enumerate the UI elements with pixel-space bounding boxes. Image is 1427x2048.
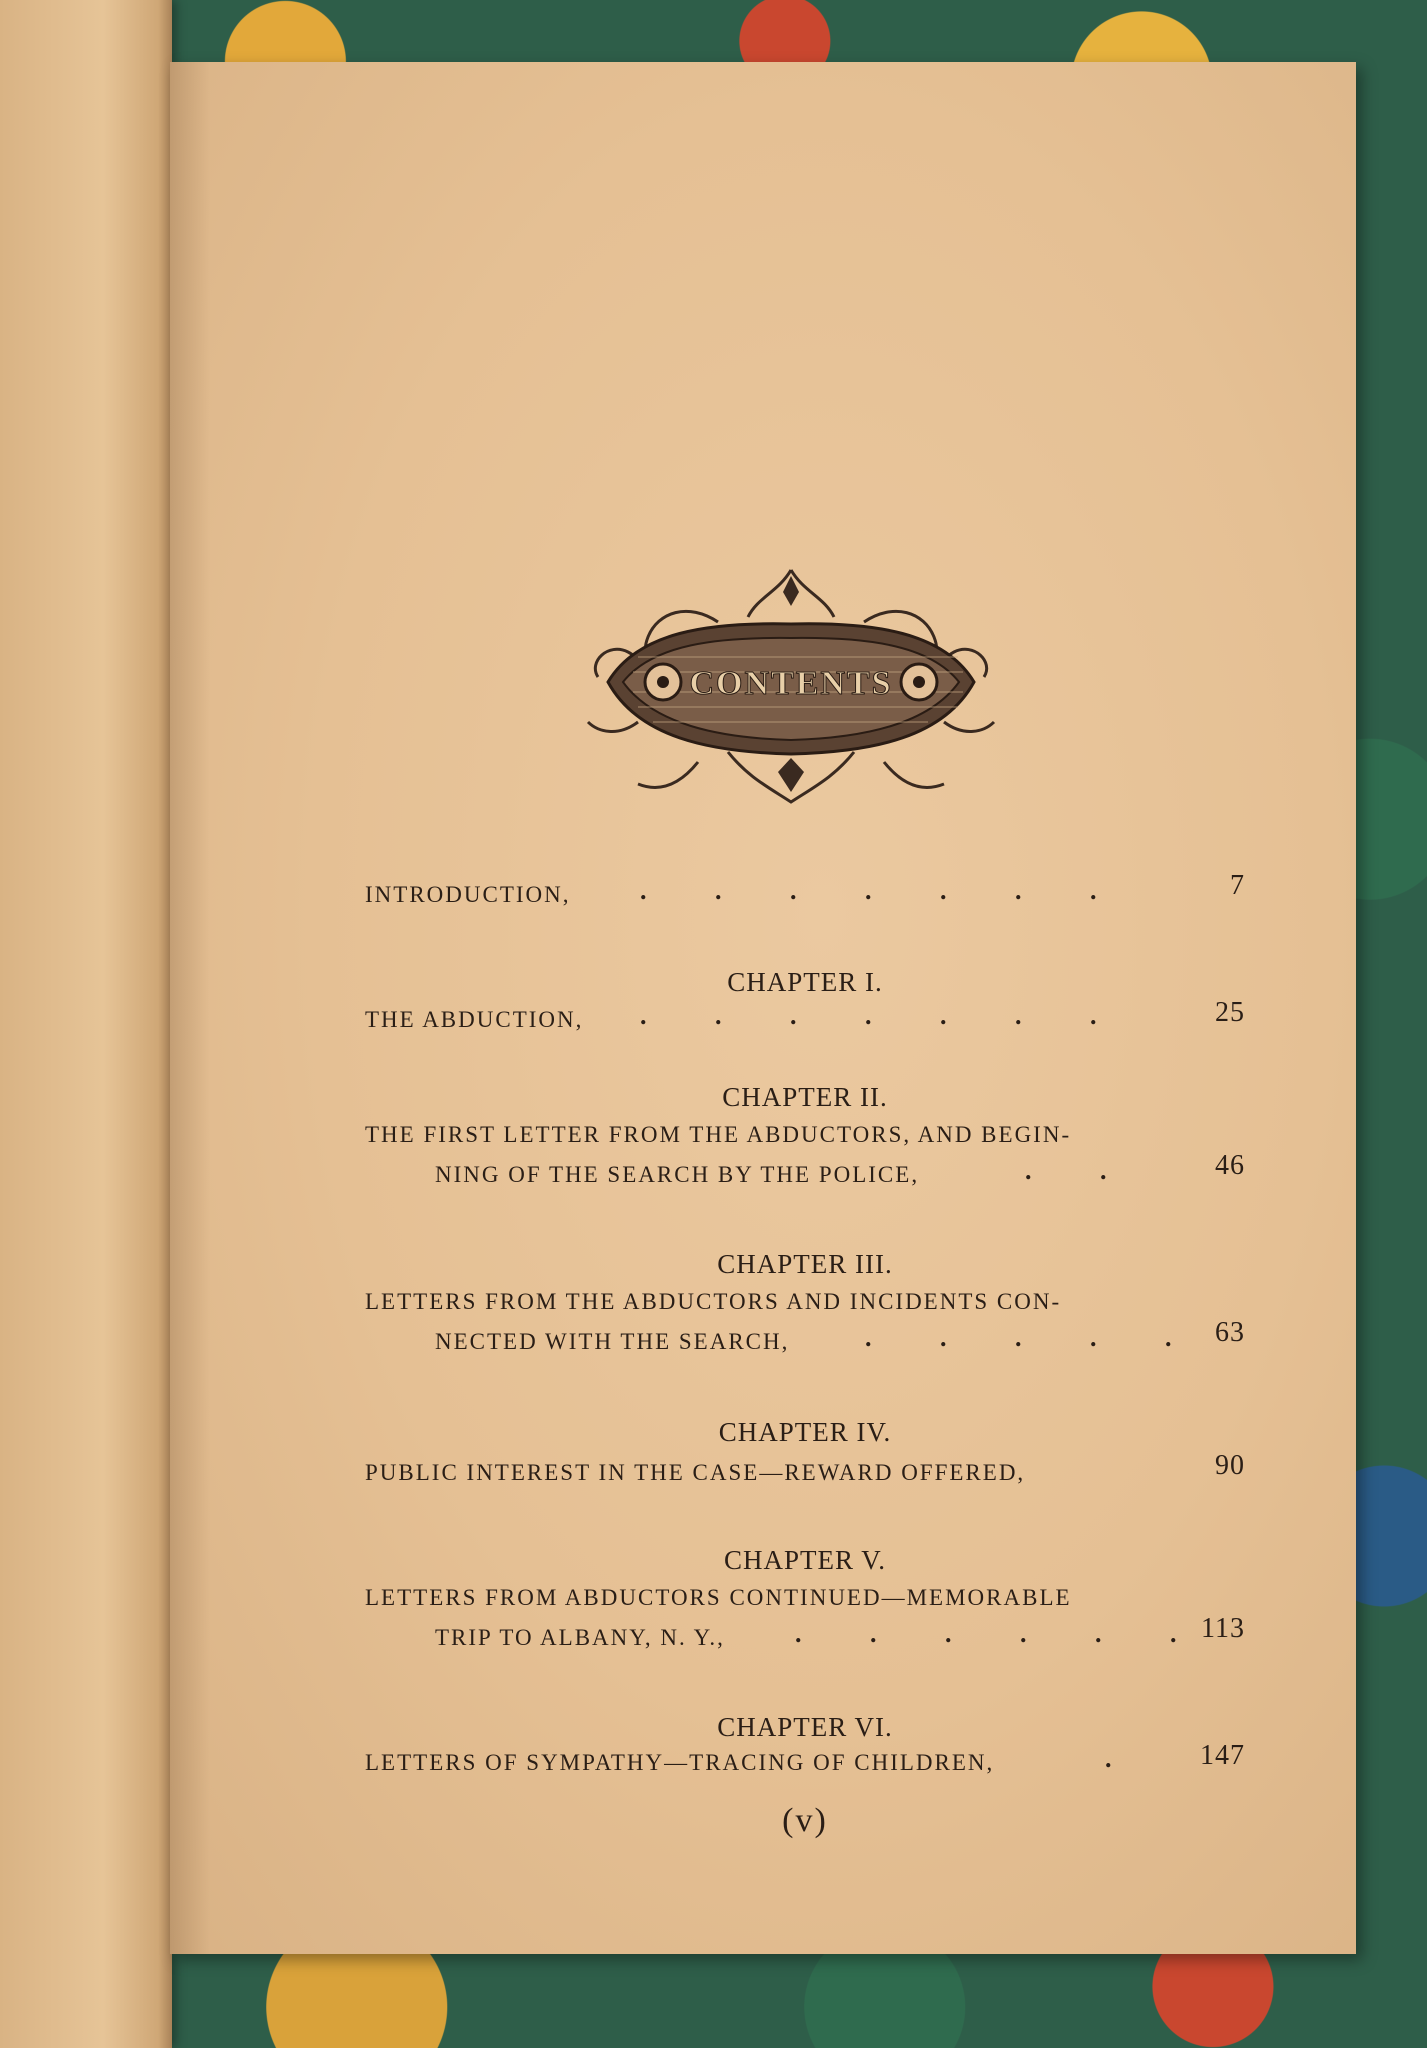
toc-page-number: 63 — [1215, 1317, 1245, 1348]
toc-entry-title-line: LETTERS FROM ABDUCTORS CONTINUED—MEMORABLE — [365, 1585, 1072, 1610]
dot-leader: . . . . . . . — [640, 1001, 1097, 1030]
toc-page-number: 113 — [1201, 1613, 1245, 1644]
contents-title: CONTENTS — [689, 665, 893, 702]
chapter-heading: CHAPTER V. — [723, 1545, 887, 1575]
dot-leader: . — [1105, 1744, 1112, 1773]
toc-entry-title-line: LETTERS FROM THE ABDUCTORS AND INCIDENTS CON- — [365, 1289, 1062, 1314]
toc-page-number: 7 — [1230, 870, 1245, 901]
dot-leader: . . . . . . . — [640, 876, 1097, 905]
chapter-heading: CHAPTER II. — [722, 1082, 888, 1112]
toc-entry-title-line: INTRODUCTION, — [365, 882, 571, 907]
page-folio: (v) — [782, 1802, 828, 1839]
toc-page-number: 25 — [1215, 997, 1245, 1028]
toc-entry-title-line: THE ABDUCTION, — [365, 1007, 584, 1032]
chapter-heading: CHAPTER I. — [727, 967, 883, 997]
chapter-heading: CHAPTER IV. — [718, 1417, 892, 1447]
dot-leader: . . — [1025, 1156, 1107, 1185]
book-page — [170, 62, 1356, 1954]
toc-entry-title-line: NING OF THE SEARCH BY THE POLICE, — [435, 1162, 920, 1187]
facing-page-edge — [0, 0, 172, 2048]
toc-entry-title-line: THE FIRST LETTER FROM THE ABDUCTORS, AND BEGIN- — [365, 1122, 1072, 1147]
toc-entry-title-line: NECTED WITH THE SEARCH, — [435, 1329, 790, 1354]
toc-page-number: 147 — [1200, 1740, 1245, 1771]
toc-entry-title-line: LETTERS OF SYMPATHY—TRACING OF CHILDREN, — [365, 1750, 995, 1775]
toc-entry-title-line: PUBLIC INTEREST IN THE CASE—REWARD OFFERED, — [365, 1460, 1026, 1485]
contents-ornament — [578, 562, 1004, 826]
toc-page-number: 90 — [1215, 1450, 1245, 1481]
toc-page-number: 46 — [1215, 1150, 1245, 1181]
chapter-heading: CHAPTER III. — [717, 1249, 893, 1279]
dot-leader: . . . . . — [865, 1323, 1172, 1352]
dot-leader: . . . . . . — [795, 1619, 1177, 1648]
chapter-heading: CHAPTER VI. — [717, 1712, 893, 1742]
toc-entry-title-line: TRIP TO ALBANY, N. Y., — [435, 1625, 725, 1650]
